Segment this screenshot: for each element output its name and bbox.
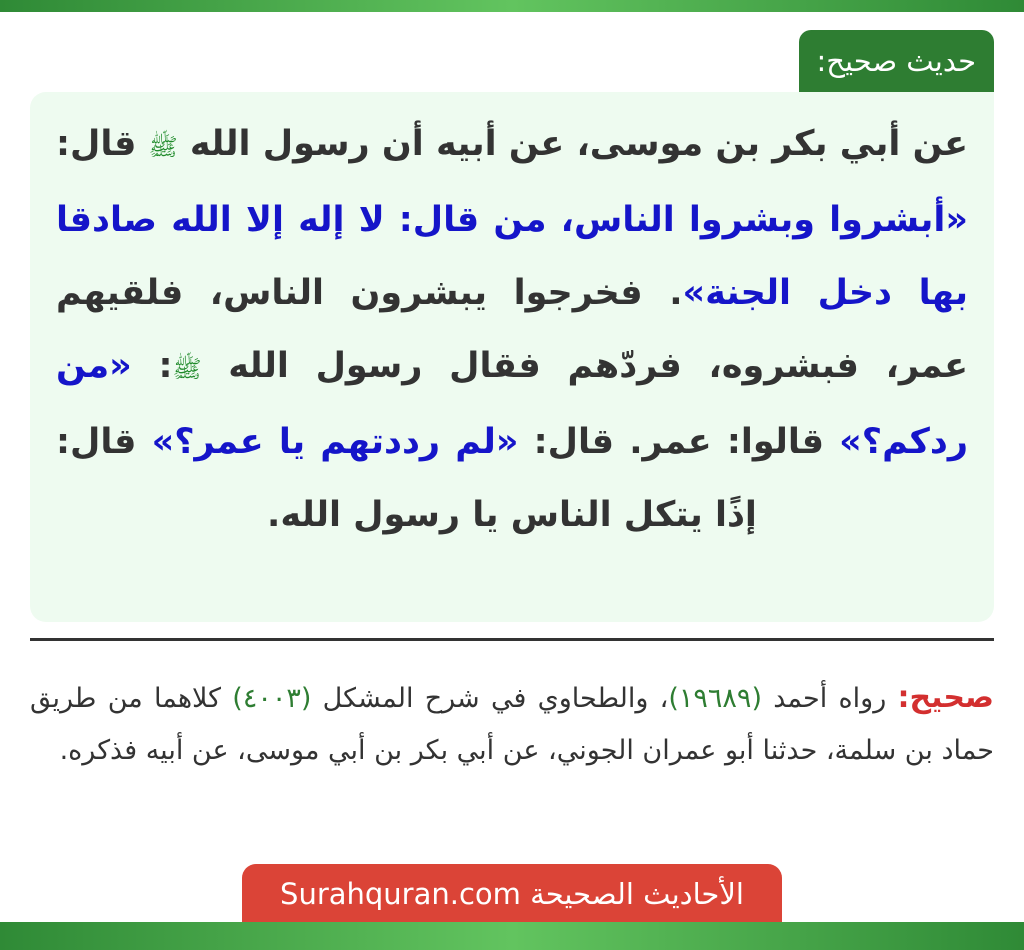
hadith-narration-part: قال: [56,124,149,164]
hadith-narration-part: عن أبي بكر بن موسى، عن أبيه أن رسول الله [177,124,968,164]
prophet-quote: «من ردكم؟» [56,346,968,462]
hadith-text-box [30,92,994,622]
takhrij-part: رواه أحمد [761,683,898,714]
salutation-icon: ﷺ [172,355,202,383]
site-banner-link[interactable]: الأحاديث الصحيحة Surahquran.com [242,864,782,924]
prophet-quote: «لم رددتهم يا عمر؟» [151,422,519,462]
hadith-narration-part: : [131,346,173,386]
reference-number: (٤٠٠٣) [232,683,312,714]
takhrij-text [30,672,994,777]
salutation-icon: ﷺ [148,133,178,161]
takhrij-part: ، والطحاوي في شرح المشكل [311,683,669,714]
bottom-decorative-band [0,922,1024,950]
grade-label: صحيح: [897,680,994,715]
hadith-narration-part: قالوا: عمر. قال: [518,422,840,462]
hadith-narration-part: . فخرجوا يبشرون الناس، فلقيهم عمر، فبشروه، فردّهم فقال رسول الله [56,273,969,386]
prophet-quote: «أبشروا وبشروا الناس، من قال: لا إله إلا الله صادقا بها دخل الجنة» [56,200,968,313]
hadith-text [56,108,968,552]
section-divider [30,638,994,641]
hadith-narration-part: قال: إذًا يتكل الناس يا رسول الله. [56,422,757,535]
top-decorative-band [0,0,1024,12]
takhrij-part: كلاهما من طريق حماد بن سلمة، حدثنا أبو عمران الجوني، عن أبي بكر بن أبي موسى، عن أبيه فذكره. [30,683,994,766]
hadith-grade-tag: حديث صحيح: [799,30,995,92]
reference-number: (١٩٦٨٩) [668,683,762,714]
